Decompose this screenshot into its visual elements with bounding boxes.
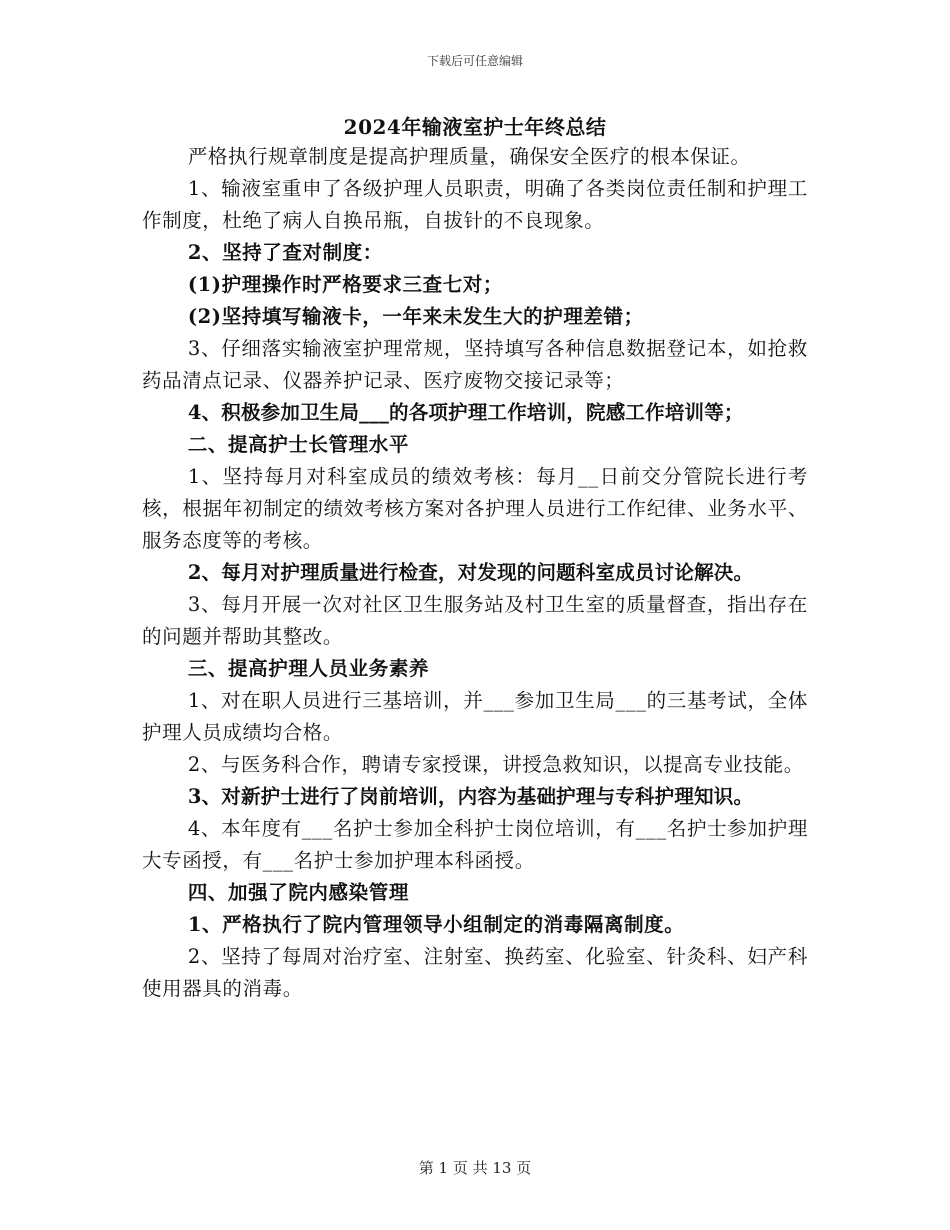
paragraph-bold: 3、对新护士进行了岗前培训，内容为基础护理与专科护理知识。 (187, 785, 754, 808)
page-number: 第 1 页 共 13 页 (418, 1159, 532, 1177)
paragraph-bold: (2)坚持填写输液卡，一年来未发生大的护理差错； (187, 305, 644, 328)
paragraph-bold: 2、每月对护理质量进行检查，对发现的问题科室成员讨论解决。 (187, 561, 754, 584)
paragraph: 4、本年度有___名护士参加全科护士岗位培训，有___名护士参加护理大专函授，有___名护士参加护理本科函授。 (142, 817, 808, 872)
paragraph: 1、坚持每月对科室成员的绩效考核：每月__日前交分管院长进行考核，根据年初制定的绩效考核方案对各护理人员进行工作纪律、业务水平、服务态度等的考核。 (142, 465, 808, 552)
paragraph: 1、输液室重申了各级护理人员职责，明确了各类岗位责任制和护理工作制度，杜绝了病人自换吊瓶，自拔针的不良现象。 (142, 177, 808, 232)
document-body (142, 141, 808, 1005)
paragraph: 3、每月开展一次对社区卫生服务站及村卫生室的质量督查，指出存在的问题并帮助其整改。 (142, 593, 808, 648)
document-title: 2024年输液室护士年终总结 (343, 115, 607, 139)
paragraph: 严格执行规章制度是提高护理质量，确保安全医疗的根本保证。 (187, 145, 751, 168)
paragraph-bold: 2、坚持了查对制度： (187, 241, 383, 264)
paragraph: 2、坚持了每周对治疗室、注射室、换药室、化验室、针灸科、妇产科使用器具的消毒。 (142, 945, 808, 1000)
paragraph-bold: 1、严格执行了院内管理领导小组制定的消毒隔离制度。 (187, 913, 685, 936)
section-heading: 二、提高护士长管理水平 (187, 433, 409, 456)
section-heading: 四、加强了院内感染管理 (187, 881, 409, 904)
paragraph: 1、对在职人员进行三基培训，并___参加卫生局___的三基考试，全体护理人员成绩均合格。 (142, 689, 808, 744)
page-header-note: 下载后可任意编辑 (426, 54, 523, 68)
paragraph-bold: (1)护理操作时严格要求三查七对； (187, 273, 504, 296)
paragraph: 3、仔细落实输液室护理常规，坚持填写各种信息数据登记本，如抢救药品清点记录、仪器养护记录、医疗废物交接记录等； (142, 337, 808, 392)
paragraph-bold: 4、积极参加卫生局___的各项护理工作培训，院感工作培训等； (187, 401, 744, 424)
section-heading: 三、提高护理人员业务素养 (187, 657, 430, 680)
paragraph: 2、与医务科合作，聘请专家授课，讲授急救知识，以提高专业技能。 (187, 753, 804, 776)
